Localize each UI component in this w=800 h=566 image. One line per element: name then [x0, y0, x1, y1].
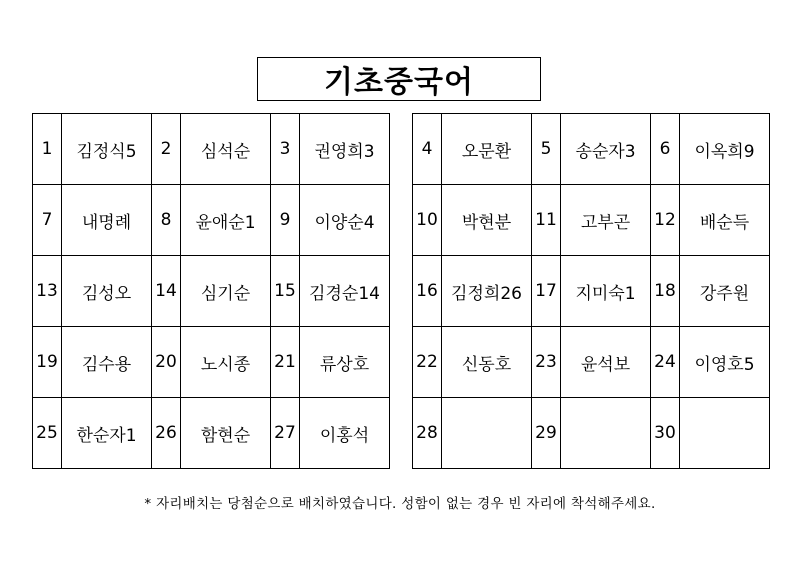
- seat-number: 17: [532, 256, 561, 327]
- seat-row: [33, 398, 390, 469]
- seat-block-left: [32, 113, 390, 469]
- seat-number: 25: [33, 398, 62, 469]
- seat-number: 12: [651, 185, 680, 256]
- seat-name: 김정식5: [62, 114, 152, 185]
- seat-name: 박현분: [442, 185, 532, 256]
- seat-name: 권영희3: [300, 114, 390, 185]
- seat-name: 이양순4: [300, 185, 390, 256]
- seat-number: 22: [413, 327, 442, 398]
- seat-number: 2: [152, 114, 181, 185]
- seat-number: 24: [651, 327, 680, 398]
- seat-row: [413, 398, 770, 469]
- seat-name: 내명례: [62, 185, 152, 256]
- seat-name: 오문환: [442, 114, 532, 185]
- seat-name: 심석순: [181, 114, 271, 185]
- seat-number: 9: [271, 185, 300, 256]
- seat-name: 신동호: [442, 327, 532, 398]
- seat-number: 8: [152, 185, 181, 256]
- seat-number: 1: [33, 114, 62, 185]
- seat-row: [33, 185, 390, 256]
- seat-name: 심기순: [181, 256, 271, 327]
- seat-number: 6: [651, 114, 680, 185]
- seat-number: 27: [271, 398, 300, 469]
- seat-name: 배순득: [680, 185, 770, 256]
- seat-number: 7: [33, 185, 62, 256]
- seat-number: 20: [152, 327, 181, 398]
- seat-number: 23: [532, 327, 561, 398]
- seat-number: 18: [651, 256, 680, 327]
- page-title: 기초중국어: [257, 57, 541, 101]
- seat-number: 21: [271, 327, 300, 398]
- seat-name: [442, 398, 532, 469]
- seat-number: 28: [413, 398, 442, 469]
- seat-number: 14: [152, 256, 181, 327]
- seat-name: 김수용: [62, 327, 152, 398]
- seat-number: 19: [33, 327, 62, 398]
- seat-row: [33, 114, 390, 185]
- seat-name: 노시종: [181, 327, 271, 398]
- seat-name: 윤애순1: [181, 185, 271, 256]
- seat-name: 함현순: [181, 398, 271, 469]
- seat-name: [680, 398, 770, 469]
- seat-number: 15: [271, 256, 300, 327]
- seat-number: 11: [532, 185, 561, 256]
- seat-name: 김경순14: [300, 256, 390, 327]
- seat-name: 김정희26: [442, 256, 532, 327]
- seat-name: 김성오: [62, 256, 152, 327]
- seat-row: [413, 327, 770, 398]
- seat-number: 5: [532, 114, 561, 185]
- seat-name: 류상호: [300, 327, 390, 398]
- seat-name: 강주원: [680, 256, 770, 327]
- seat-number: 16: [413, 256, 442, 327]
- seat-number: 10: [413, 185, 442, 256]
- seat-name: 이홍석: [300, 398, 390, 469]
- seat-name: 지미숙1: [561, 256, 651, 327]
- seat-number: 30: [651, 398, 680, 469]
- seat-row: [413, 256, 770, 327]
- seat-name: 고부곤: [561, 185, 651, 256]
- seat-row: [33, 327, 390, 398]
- seat-name: 이옥희9: [680, 114, 770, 185]
- seat-number: 4: [413, 114, 442, 185]
- seat-name: 송순자3: [561, 114, 651, 185]
- seat-name: [561, 398, 651, 469]
- seat-number: 26: [152, 398, 181, 469]
- seat-name: 한순자1: [62, 398, 152, 469]
- seat-block-right: [412, 113, 770, 469]
- seat-number: 13: [33, 256, 62, 327]
- seat-row: [413, 114, 770, 185]
- seat-number: 29: [532, 398, 561, 469]
- seat-name: 이영호5: [680, 327, 770, 398]
- seating-note: * 자리배치는 당첨순으로 배치하였습니다. 성함이 없는 경우 빈 자리에 착석해주세요.: [144, 496, 656, 512]
- seat-row: [33, 256, 390, 327]
- seat-row: [413, 185, 770, 256]
- seat-name: 윤석보: [561, 327, 651, 398]
- seat-number: 3: [271, 114, 300, 185]
